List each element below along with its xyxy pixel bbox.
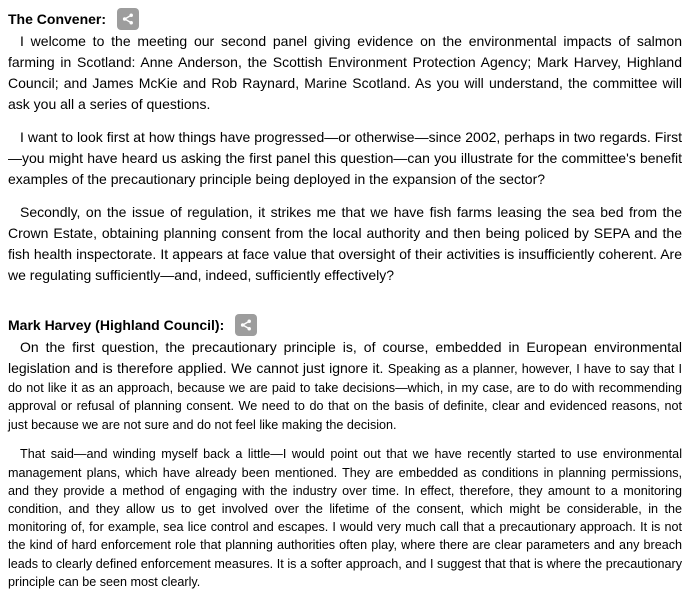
paragraph-first-question: I want to look first at how things have progressed—or otherwise—since 2002, perhaps in two regards. First—you might have heard us asking the first panel this question—can you illustrate for the committee's benefit examples of the precautionary principle being deployed in the expansion of the sector? [8, 129, 682, 188]
share-button[interactable] [117, 8, 139, 30]
share-icon [121, 12, 135, 26]
speaker-name: The Convener: [8, 11, 107, 28]
speaker-heading [8, 6, 682, 31]
answer-detail-text: Speaking as a planner, however, I have to say that I do not like it as an approach, because we are paid to take decisions—which, in my case, are to do with recommending approval or refusal of planning consent. We need to do that on the basis of definite, clear and evidenced reasons, not just because we are not sure and do not feel like making the decision. [8, 361, 682, 432]
speaker-heading [8, 311, 682, 336]
speaker-block-mark-harvey [8, 311, 682, 591]
share-button[interactable] [235, 314, 257, 336]
paragraph-answer-mixed [8, 337, 682, 435]
answer-lead-text: On the first question, the precautionary principle is, of course, embedded in European environmental legislation and is therefore applied. We cannot just ignore it. [8, 338, 682, 376]
paragraph-welcome: I welcome to the meeting our second panel giving evidence on the environmental impacts of salmon farming in Scotland: Anne Anderson, the Scottish Environment Protection Agency; Mark Harvey, Highland Council; and James McKie and Rob Raynard, Marine Scotland. As you will understand, the committee will ask you all a series of questions. [8, 33, 682, 113]
speaker-block-convener [8, 6, 682, 286]
speaker-name: Mark Harvey (Highland Council): [8, 316, 225, 333]
paragraph-second-question: Secondly, on the issue of regulation, it strikes me that we have fish farms leasing the sea bed from the Crown Estate, obtaining planning consent from the local authority and then being policed by SEPA and the fish health inspectorate. It appears at face value that oversight of their activities is insufficiently coherent. Are we regulating sufficiently—and, indeed, sufficiently effectively? [8, 204, 682, 284]
paragraph-answer-closing: That said—and winding myself back a little—I would point out that we have recently started to use environmental management plans, which have already been mentioned. They are embedded as conditions in planning permissions, and they provide a method of engaging with the industry over time. In effect, therefore, they amount to a monitoring condition, and they allow us to get involved over the lifetime of the consent, which might be considerable, in the monitoring of, for example, sea lice control and escapes. I would very much call that a precautionary approach. It is not the kind of hard enforcement role that planning authorities often play, where there are clear parameters and any breach leads to clearly defined enforcement measures. It is a softer approach, and I suggest that that is where the precautionary principle can be seen most clearly. [8, 447, 682, 589]
share-icon [239, 318, 253, 332]
